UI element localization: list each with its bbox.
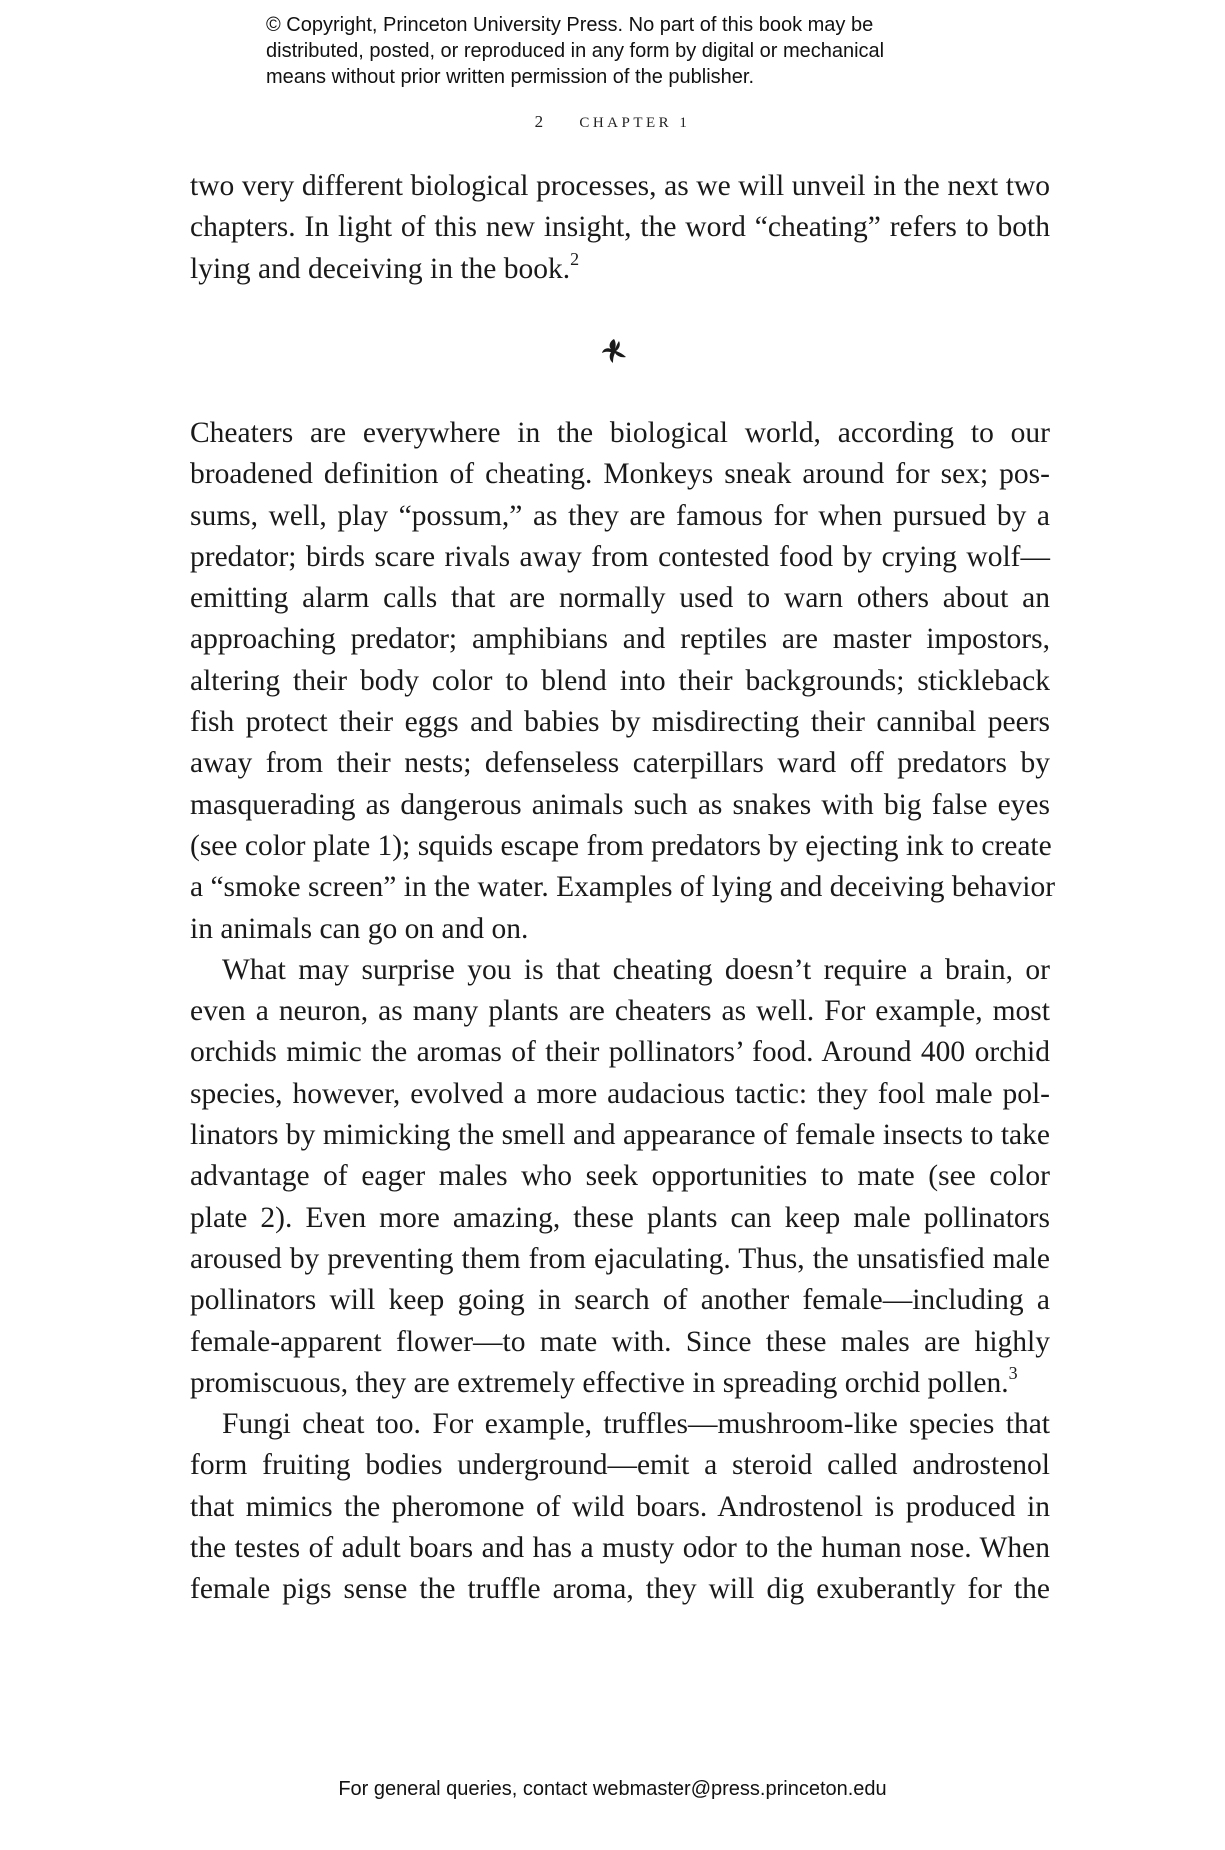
main-text bbox=[190, 413, 1056, 1611]
text-line: away from their nests; defenseless caterpillars ward off predators by bbox=[190, 747, 1050, 780]
copyright-line: distributed, posted, or reproduced in any form by digital or mechanical bbox=[266, 40, 885, 62]
section-one-text bbox=[190, 166, 1050, 290]
text-line: linators by mimicking the smell and appearance of female insects to take bbox=[190, 1119, 1050, 1152]
chapter-label: CHAPTER 1 bbox=[579, 115, 691, 131]
text-line: a “smoke screen” in the water. Examples of lying and deceiving behavior bbox=[190, 871, 1056, 904]
fleuron-icon bbox=[599, 336, 629, 366]
text-line: pollinators will keep going in search of another female—including a bbox=[190, 1284, 1050, 1317]
text-line: chapters. In light of this new insight, the word “cheating” refers to both bbox=[190, 211, 1050, 244]
text-line: female pigs sense the truffle aroma, they will dig exuberantly for the bbox=[190, 1573, 1050, 1606]
text-line: emitting alarm calls that are normally used to warn others about an bbox=[190, 582, 1050, 615]
text-line: broadened definition of cheating. Monkeys sneak around for sex; pos- bbox=[190, 458, 1050, 491]
text-line-content: lying and deceiving in the book. bbox=[190, 252, 571, 285]
text-line: fish protect their eggs and babies by misdirecting their cannibal peers bbox=[190, 706, 1050, 739]
running-head bbox=[0, 112, 1225, 132]
text-line: form fruiting bodies underground—emit a steroid called androstenol bbox=[190, 1449, 1050, 1482]
text-line: sums, well, play “possum,” as they are famous for when pursued by a bbox=[190, 499, 1050, 532]
paragraph-plants bbox=[190, 950, 1050, 1404]
text-line: aroused by preventing them from ejaculating. Thus, the unsatisfied male bbox=[190, 1242, 1050, 1275]
copyright-line: means without prior written permission of the publisher. bbox=[266, 66, 755, 88]
paragraph-fungi bbox=[190, 1404, 1050, 1610]
text-line: altering their body color to blend into their backgrounds; stickleback bbox=[190, 664, 1050, 697]
text-line: Fungi cheat too. For example, truffles—mushroom-like species that bbox=[222, 1408, 1050, 1441]
text-line: that mimics the pheromone of wild boars. Androstenol is produced in bbox=[190, 1490, 1050, 1523]
text-line: What may surprise you is that cheating doesn’t require a brain, or bbox=[222, 953, 1050, 986]
text-line: predator; birds scare rivals away from contested food by crying wolf— bbox=[190, 540, 1050, 573]
text-line: (see color plate 1); squids escape from predators by ejecting ink to create bbox=[190, 829, 1052, 862]
page-number: 2 bbox=[534, 112, 547, 131]
paragraph-animals bbox=[190, 413, 1056, 950]
footer-contact: For general queries, contact webmaster@press.princeton.edu bbox=[338, 1778, 887, 1800]
footnote-reference: 2 bbox=[570, 248, 580, 269]
footnote-reference: 3 bbox=[1008, 1363, 1018, 1383]
copyright-notice bbox=[266, 12, 1026, 90]
text-line: Cheaters are everywhere in the biological world, according to our bbox=[190, 417, 1050, 449]
text-line: masquerading as dangerous animals such as snakes with big false eyes bbox=[190, 788, 1050, 821]
text-line: two very different biological processes, as we will unveil in the next two bbox=[190, 170, 1050, 202]
copyright-line: © Copyright, Princeton University Press. No part of this book may be bbox=[266, 14, 874, 36]
text-line: species, however, evolved a more audacious tactic: they fool male pol- bbox=[190, 1077, 1050, 1110]
text-line-content: promiscuous, they are extremely effective in spreading orchid pollen. bbox=[190, 1366, 1009, 1399]
text-line: even a neuron, as many plants are cheaters as well. For example, most bbox=[190, 995, 1050, 1028]
text-line: advantage of eager males who seek opportunities to mate (see color bbox=[190, 1160, 1050, 1193]
text-line bbox=[190, 249, 1050, 290]
text-line: orchids mimic the aromas of their pollinators’ food. Around 400 orchid bbox=[190, 1036, 1050, 1069]
text-line: in animals can go on and on. bbox=[190, 912, 529, 945]
text-line: the testes of adult boars and has a musty odor to the human nose. When bbox=[190, 1532, 1050, 1565]
text-line: female-apparent flower—to mate with. Since these males are highly bbox=[190, 1325, 1050, 1358]
text-line: plate 2). Even more amazing, these plants can keep male pollinators bbox=[190, 1201, 1050, 1234]
text-line: approaching predator; amphibians and reptiles are master impostors, bbox=[190, 623, 1050, 656]
text-line bbox=[190, 1363, 1050, 1404]
